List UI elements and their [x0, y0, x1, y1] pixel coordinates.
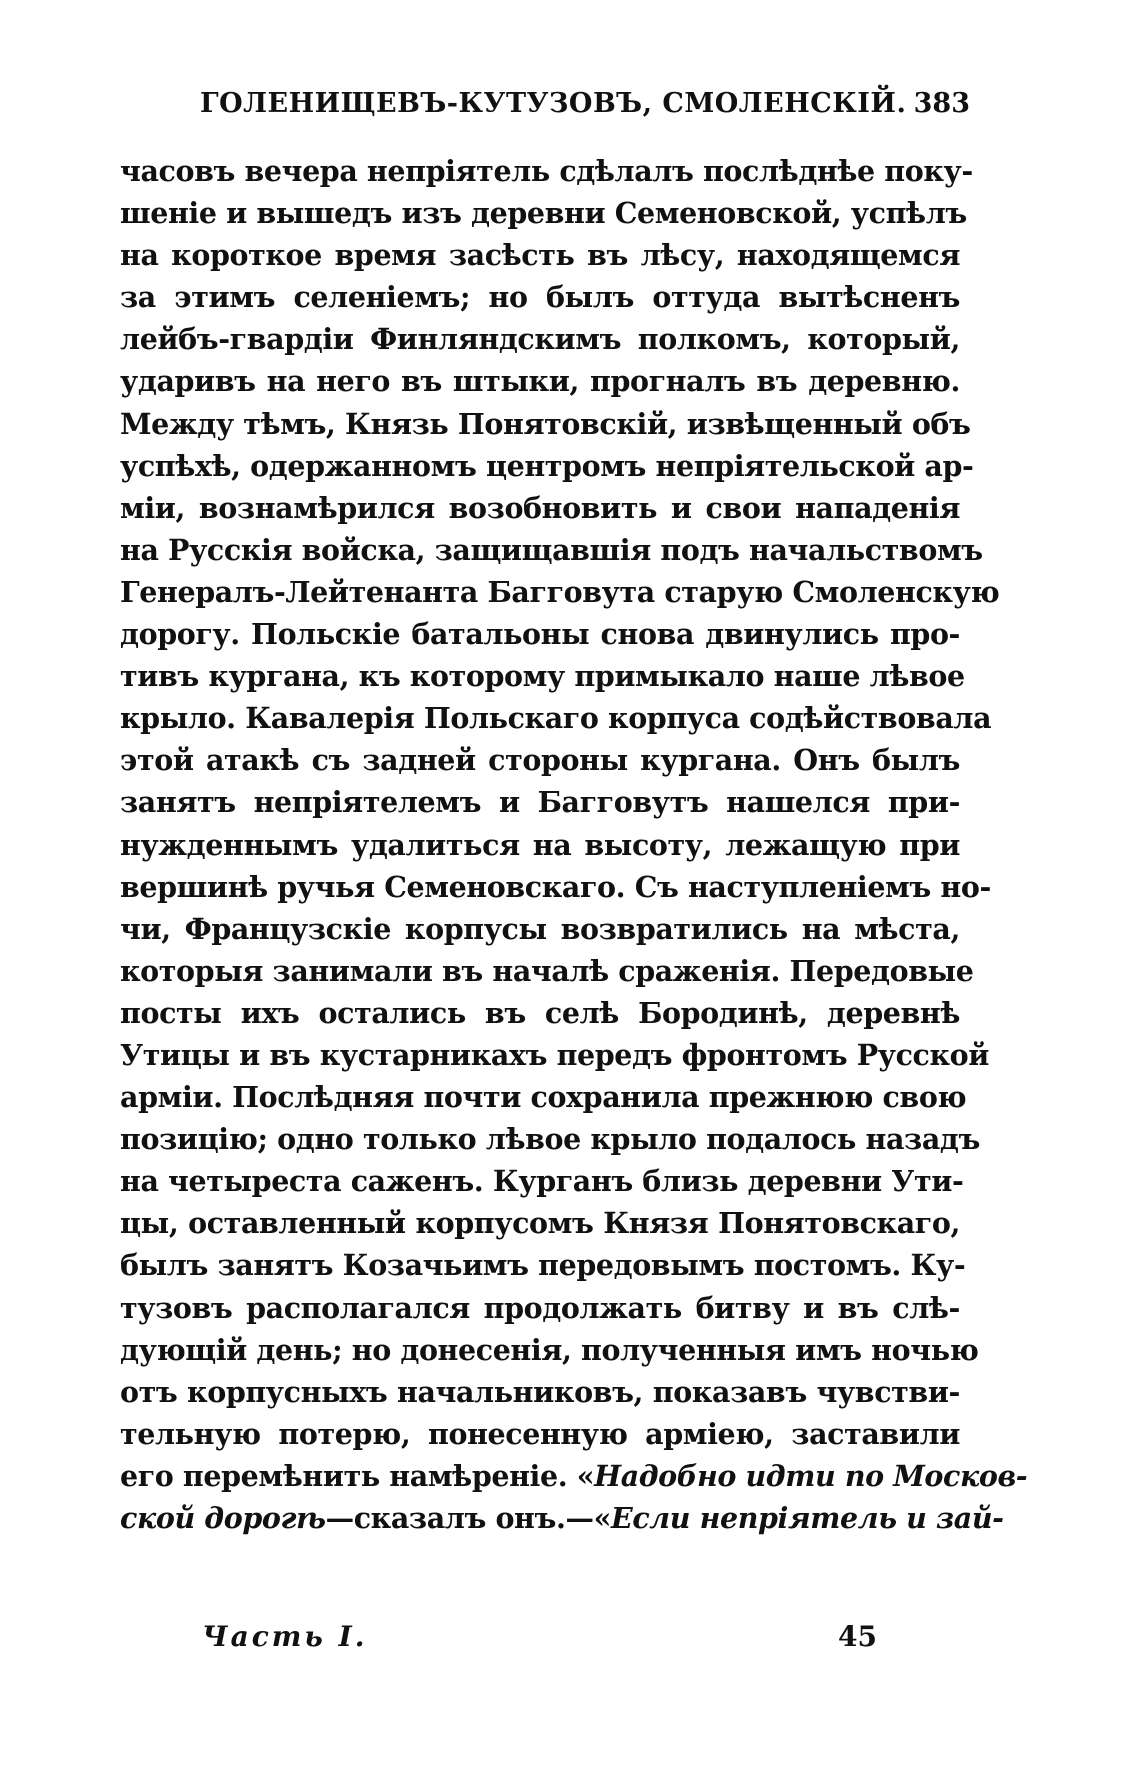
text-line: отъ корпусныхъ начальниковъ, показавъ чувстви- [120, 1374, 960, 1409]
text-line: на четыреста саженъ. Курганъ близь деревни Ути- [120, 1164, 964, 1199]
text-line: цы, оставленный корпусомъ Князя Понятовскаго, [120, 1206, 960, 1241]
text-line: этой атакѣ съ задней стороны кургана. Онъ былъ [120, 743, 960, 778]
text-italic: Надобно идти по Москов- [594, 1458, 1028, 1493]
page-number: 383 [913, 88, 970, 119]
body-text [120, 150, 1028, 1539]
text-line: Генералъ-Лейтенанта Багговута старую Смоленскую [120, 574, 1000, 609]
text-line: тивъ кургана, къ которому примыкало наше лѣвое [120, 659, 965, 694]
text-line: шеніе и вышедъ изъ деревни Семеновской, успѣлъ [120, 196, 967, 231]
text-line: нужденнымъ удалиться на высоту, лежащую при [120, 827, 960, 862]
text-line: арміи. Послѣдняя почти сохранила прежнюю свою [120, 1080, 967, 1115]
text-roman: —сказалъ онъ.—« [325, 1501, 612, 1535]
text-line: успѣхѣ, одержанномъ центромъ непріятельской ар- [120, 448, 974, 483]
sheet-number: 45 [838, 1620, 877, 1653]
text-line: вершинѣ ручья Семеновскаго. Съ наступленіемъ но- [120, 869, 991, 904]
text-line: дорогу. Польскіе батальоны снова двинулись про- [120, 617, 960, 652]
page-footer [120, 1620, 970, 1660]
text-line: Между тѣмъ, Князь Понятовскій, извѣщенный объ [120, 406, 971, 441]
text-italic: ской дорогѣ [120, 1501, 326, 1535]
running-head [120, 88, 970, 128]
text-line-mixed [120, 1455, 1028, 1497]
text-line: тузовъ располагался продолжать битву и въ слѣ- [120, 1290, 960, 1325]
text-roman: его перемѣнить намѣреніе. « [120, 1458, 595, 1493]
text-italic: Если непріятель и зай- [611, 1501, 1004, 1535]
text-line: посты ихъ остались въ селѣ Бородинѣ, деревнѣ [120, 995, 960, 1030]
text-line: дующій день; но донесенія, полученныя имъ ночью [120, 1332, 979, 1367]
text-line: занятъ непріятелемъ и Багговутъ нашелся при- [120, 785, 960, 820]
text-line: ударивъ на него въ штыки, прогналъ въ деревню. [120, 364, 960, 399]
text-line: на Русскія войска, защищавшія подъ начальствомъ [120, 532, 983, 567]
text-line: часовъ вечера непріятель сдѣлалъ послѣднѣе поку- [120, 154, 973, 188]
text-line: которыя занимали въ началѣ сраженія. Передовые [120, 953, 974, 988]
text-line: міи, вознамѣрился возобновить и свои нападенія [120, 490, 960, 525]
text-line: былъ занятъ Козачьимъ передовымъ постомъ. Ку- [120, 1248, 966, 1283]
text-line: лейбъ-гвардіи Финляндскимъ полкомъ, который, [120, 322, 960, 357]
text-line: на короткое время засѣсть въ лѣсу, находящемся [120, 238, 960, 273]
text-line: за этимъ селеніемъ; но былъ оттуда вытѣсненъ [120, 280, 960, 315]
text-line-mixed [120, 1497, 1004, 1539]
signature-mark: Часть I. [202, 1620, 368, 1653]
text-line: тельную потерю, понесенную арміею, заставили [120, 1416, 960, 1451]
running-head-title: ГОЛЕНИЩЕВЪ-КУТУЗОВЪ, СМОЛЕНСКІЙ. [200, 88, 907, 119]
text-line: чи, Французскіе корпусы возвратились на мѣста, [120, 911, 960, 946]
text-line: крыло. Кавалерія Польскаго корпуса содѣйствовала [120, 701, 992, 736]
text-line: позицію; одно только лѣвое крыло подалось назадъ [120, 1122, 980, 1157]
text-line: Утицы и въ кустарникахъ передъ фронтомъ Русской [120, 1037, 990, 1072]
